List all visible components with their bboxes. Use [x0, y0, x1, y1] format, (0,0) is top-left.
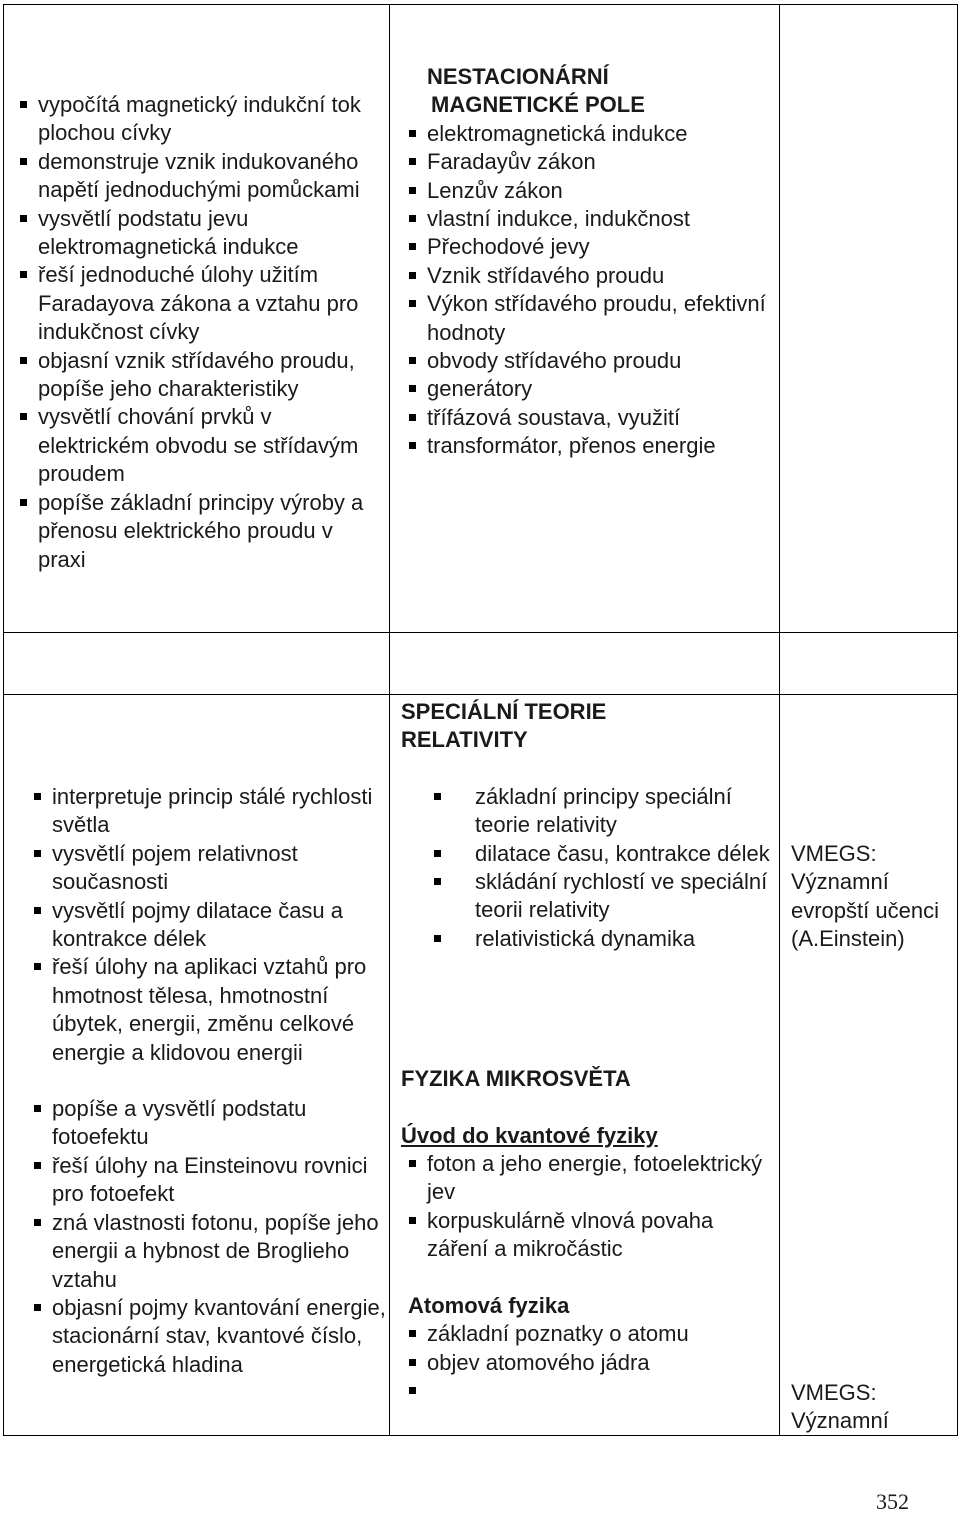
row1-topics-cell [405, 63, 777, 461]
relativity-heading: SPECIÁLNÍ TEORIE [401, 699, 607, 724]
atomic-heading: Atomová fyzika [408, 1292, 570, 1318]
list-item: zná vlastnosti fotonu, popíše jeho energii a hybnost de Broglieho vztahu [30, 1209, 387, 1294]
list-item: vysvětlí chování prvků v elektrickém obvodu se střídavým proudem [16, 403, 386, 488]
list-item: korpuskulárně vlnová povaha záření a mikročástic [405, 1207, 777, 1264]
list-item: Vznik střídavého proudu [405, 262, 777, 290]
column-divider-2 [779, 4, 780, 1436]
quantum-outcomes-list [30, 1095, 387, 1379]
list-item: Výkon střídavého proudu, efektivní hodnoty [405, 290, 777, 347]
spacer [401, 755, 777, 783]
topic-heading: NESTACIONÁRNÍ [427, 64, 609, 89]
row1-outcomes-cell [16, 91, 386, 574]
list-item: dilatace času, kontrakce délek [401, 840, 777, 868]
quantum-heading: Úvod do kvantové fyziky [401, 1122, 658, 1148]
relativity-outcomes-list [30, 783, 387, 1067]
list-item: Faradayův zákon [405, 148, 777, 176]
row1-outcomes-list [16, 91, 386, 574]
page-number: 352 [876, 1489, 909, 1514]
list-item: popíše základní principy výroby a přenosu elektrického proudu v praxi [16, 489, 386, 574]
list-item: základní principy speciální teorie relativity [401, 783, 777, 840]
list-item: obvody střídavého proudu [405, 347, 777, 375]
list-item: popíše a vysvětlí podstatu fotoefektu [30, 1095, 387, 1152]
list-item: řeší úlohy na Einsteinovu rovnici pro fotoefekt [30, 1152, 387, 1209]
list-item: základní poznatky o atomu [405, 1320, 777, 1348]
microworld-heading: FYZIKA MIKROSVĚTA [401, 1066, 631, 1092]
column-divider-1 [389, 4, 390, 1436]
row-divider-1 [3, 632, 958, 633]
list-item: generátory [405, 375, 777, 403]
cross-curricular-note-2: VMEGS: Významní [791, 1380, 889, 1434]
list-item: elektromagnetická indukce [405, 120, 777, 148]
list-item: vysvětlí podstatu jevu elektromagnetická indukce [16, 205, 386, 262]
list-item: Lenzův zákon [405, 177, 777, 205]
relativity-topics-list [401, 783, 777, 953]
row3-topics-cell [401, 698, 777, 1405]
list-item: skládání rychlostí ve speciální teorii relativity [401, 868, 777, 925]
row3-notes-cell-2 [791, 1379, 951, 1436]
list-item: transformátor, přenos energie [405, 432, 777, 460]
list-item: objasní pojmy kvantování energie, stacionární stav, kvantové číslo, energetická hladina [30, 1294, 387, 1379]
row-divider-2 [3, 694, 958, 695]
list-item: demonstruje vznik indukovaného napětí jednoduchými pomůckami [16, 148, 386, 205]
list-item: vysvětlí pojem relativnost současnosti [30, 840, 387, 897]
spacer [26, 1067, 387, 1095]
relativity-heading-line-2: RELATIVITY [401, 727, 528, 753]
row3-notes-cell [791, 840, 951, 954]
list-item: Přechodové jevy [405, 233, 777, 261]
list-item: vlastní indukce, indukčnost [405, 205, 777, 233]
list-item: objasní vznik střídavého proudu, popíše jeho charakteristiky [16, 347, 386, 404]
list-item: foton a jeho energie, fotoelektrický jev [405, 1150, 777, 1207]
list-item [405, 1377, 777, 1405]
atomic-topics-list [405, 1320, 777, 1405]
table-top-border [3, 4, 958, 5]
quantum-topics-list [405, 1150, 777, 1264]
list-item: vysvětlí pojmy dilatace času a kontrakce délek [30, 897, 387, 954]
list-item: objev atomového jádra [405, 1349, 777, 1377]
list-item: interpretuje princip stálé rychlosti světla [30, 783, 387, 840]
list-item: řeší úlohy na aplikaci vztahů pro hmotnost tělesa, hmotnostní úbytek, energii, změnu celkové energie a klidovou energii [30, 953, 387, 1067]
table-left-border [3, 4, 4, 1436]
list-item: řeší jednoduché úlohy užitím Faradayova zákona a vztahu pro indukčnost cívky [16, 261, 386, 346]
row1-topics-list [405, 120, 777, 461]
list-item: třífázová soustava, využití [405, 404, 777, 432]
table-right-border [957, 4, 958, 1436]
topic-heading-line-2: MAGNETICKÉ POLE [431, 92, 645, 118]
row3-outcomes-cell [26, 783, 387, 1379]
list-item: vypočítá magnetický indukční tok plochou cívky [16, 91, 386, 148]
list-item: relativistická dynamika [401, 925, 777, 953]
cross-curricular-note: VMEGS: Významní evropští učenci (A.Einstein) [791, 841, 939, 952]
